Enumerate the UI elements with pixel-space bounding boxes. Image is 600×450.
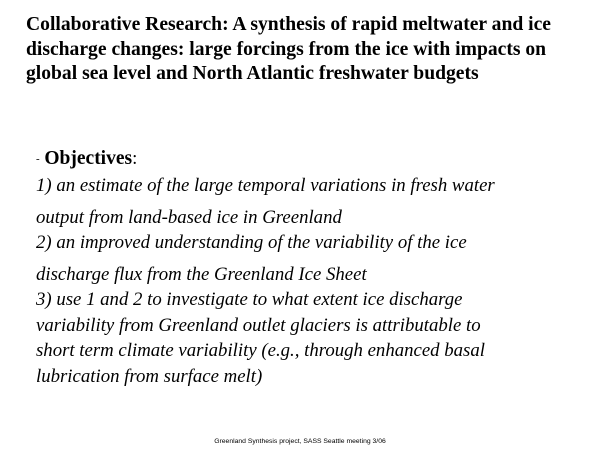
objective-line: discharge flux from the Greenland Ice Sheet (36, 263, 367, 285)
title-line: Collaborative Research: A synthesis of rapid meltwater and ice (26, 14, 551, 35)
objective-item-1 (36, 173, 586, 230)
slide-title (26, 13, 586, 87)
title-line: global sea level and North Atlantic freshwater budgets (26, 63, 479, 84)
objective-line: lubrication from surface melt) (36, 365, 263, 387)
heading-colon: : (132, 148, 138, 169)
objectives-heading (36, 146, 586, 172)
objectives-heading-label: Objectives (44, 148, 133, 169)
objective-line: output from land-based ice in Greenland (36, 206, 342, 228)
objective-line: short term climate variability (e.g., through enhanced basal (36, 340, 485, 361)
objective-line: 3) use 1 and 2 to investigate to what extent ice discharge (36, 289, 463, 310)
title-line: discharge changes: large forcings from the ice with impacts on (26, 38, 547, 60)
objectives-block (36, 146, 586, 389)
objective-line: 2) an improved understanding of the variability of the ice (36, 232, 467, 253)
bullet-dash: - (36, 153, 40, 165)
objective-line: variability from Greenland outlet glaciers is attributable to (36, 314, 481, 336)
objective-item-2 (36, 230, 586, 287)
slide-footer: Greenland Synthesis project, SASS Seattle meeting 3/06 (214, 438, 386, 445)
objective-line: 1) an estimate of the large temporal variations in fresh water (36, 175, 495, 196)
objective-item-3 (36, 287, 586, 389)
